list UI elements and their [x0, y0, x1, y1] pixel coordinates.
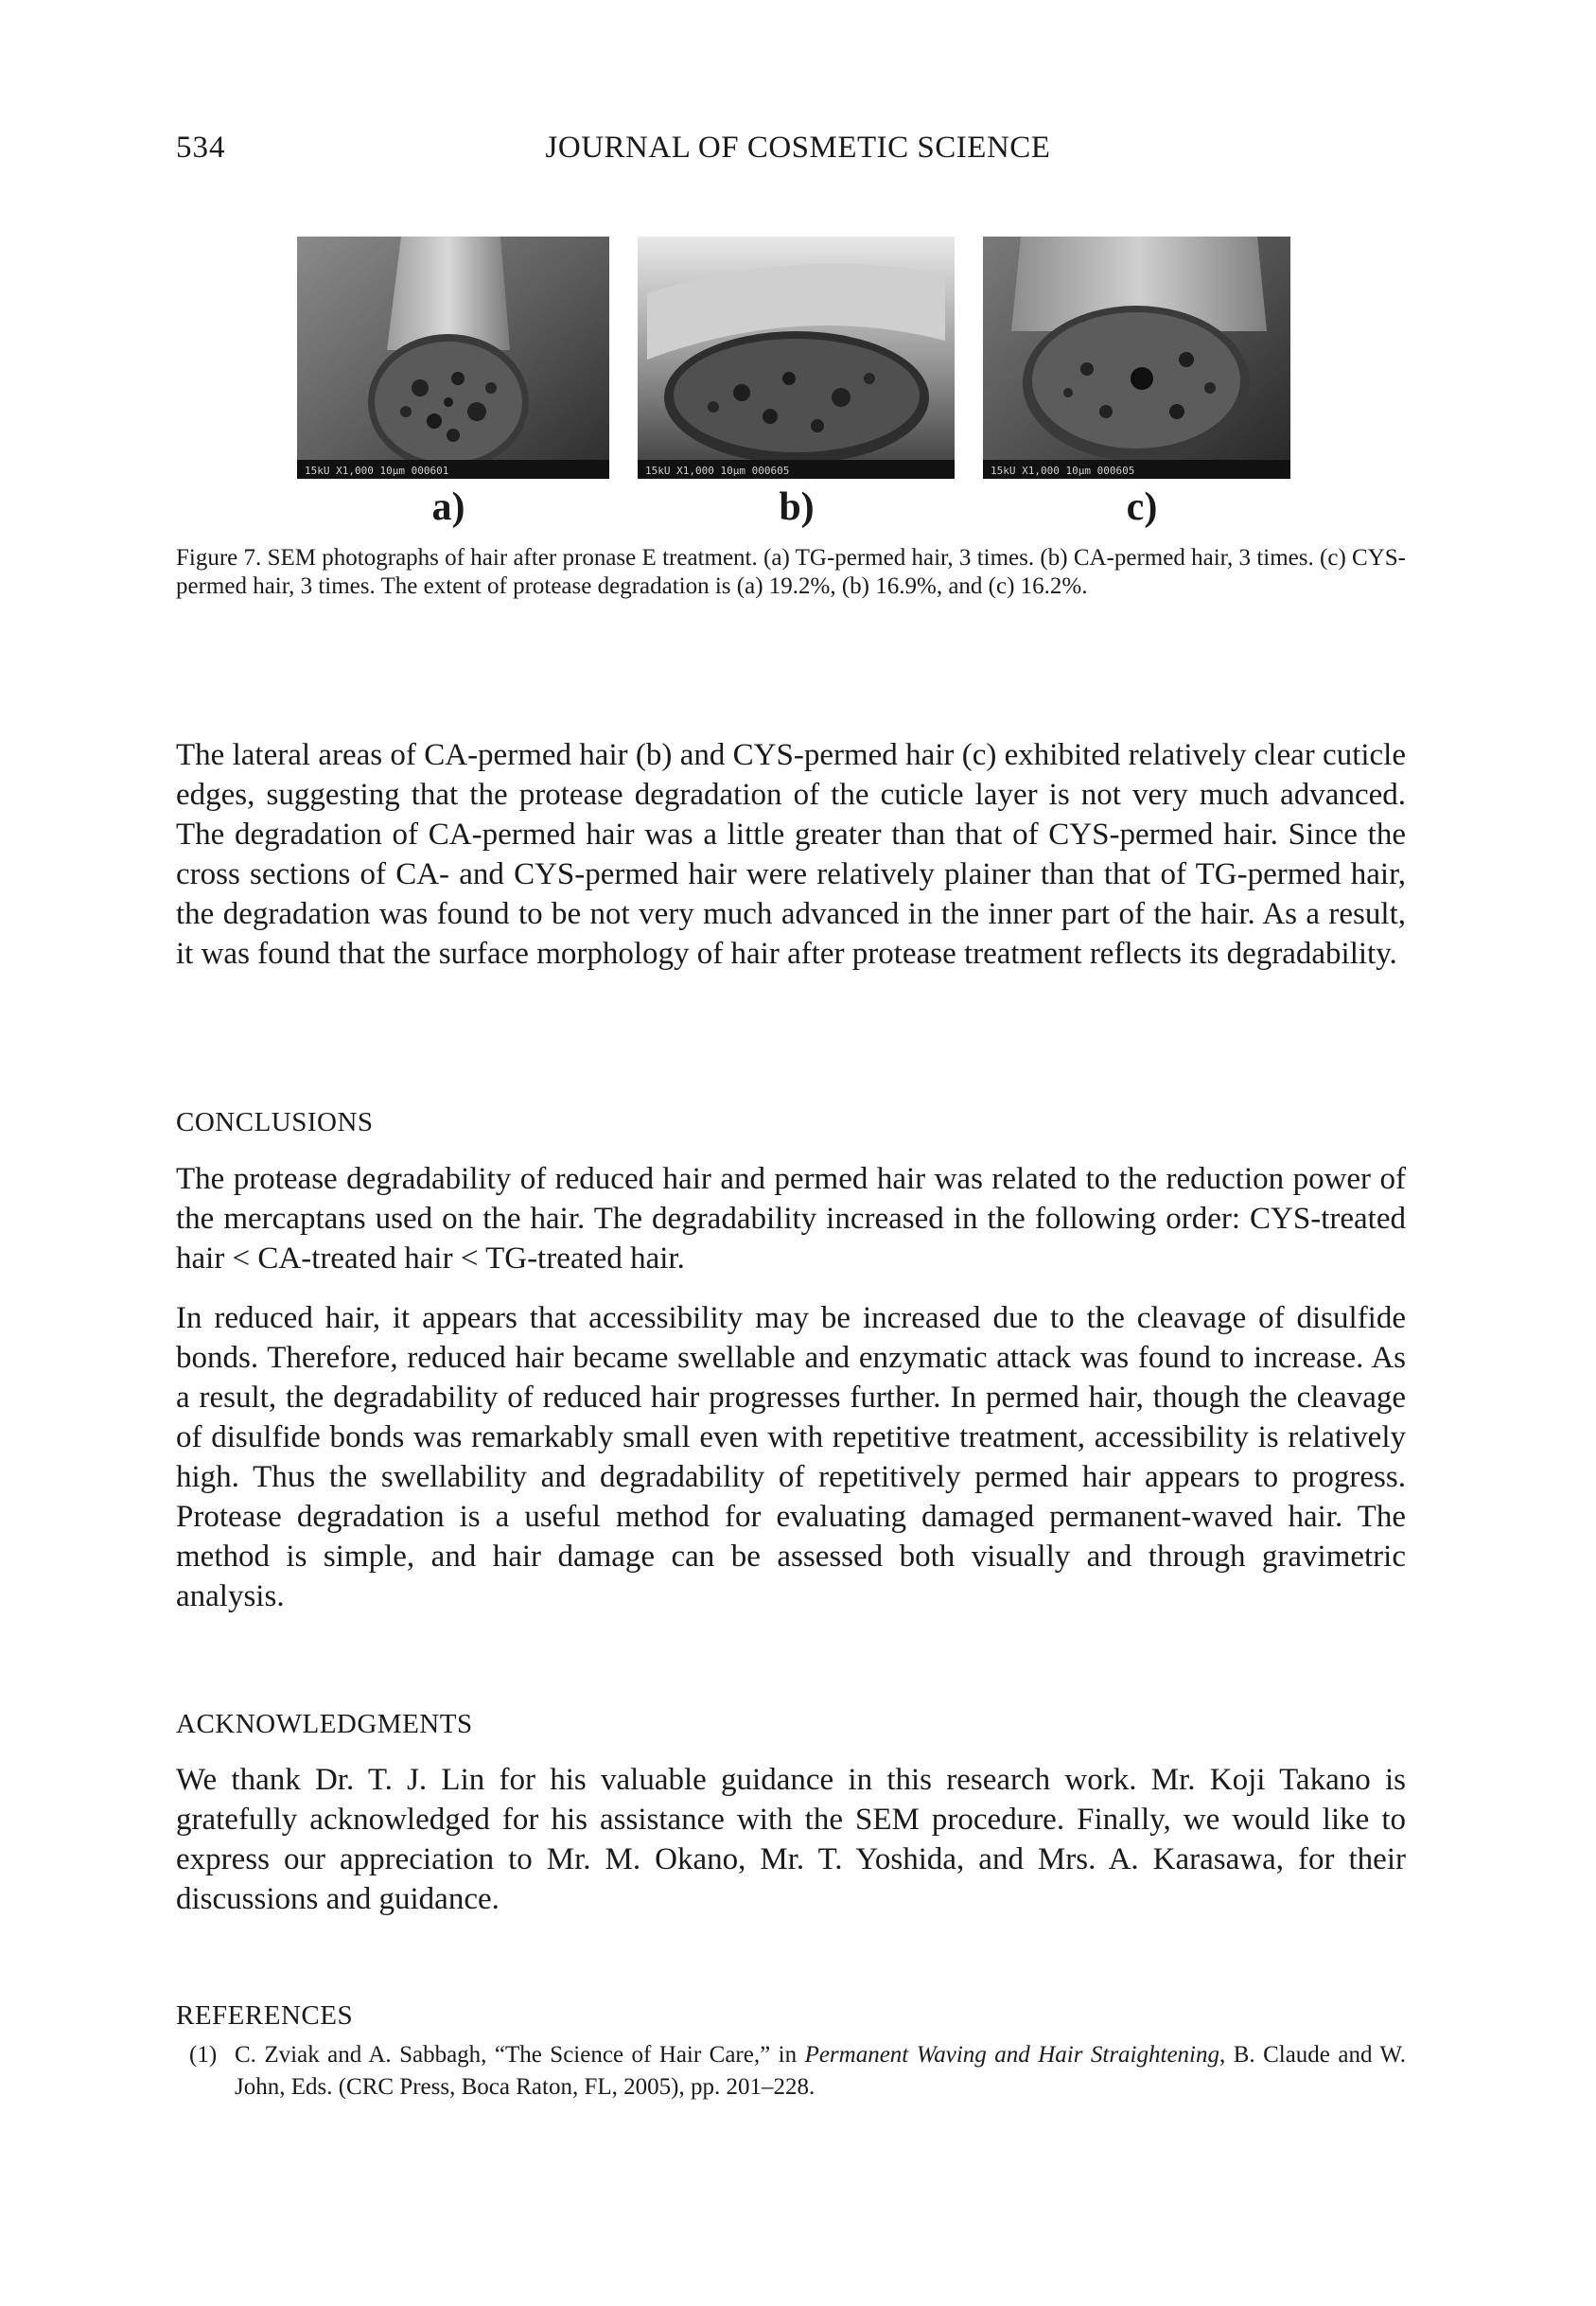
acknowledgments-heading: ACKNOWLEDGMENTS	[176, 1709, 473, 1739]
reference-item	[176, 2039, 1406, 2104]
figure-caption-text: SEM photographs of hair after pronase E treatment. (a) TG-permed hair, 3 times. (b) CA-permed hair, 3 times. (c) CYS-permed hair, 3 times. The extent of protease degradation is (a) 19.2%, (b) 16.9%, and (c) 16.2%.	[176, 545, 1407, 599]
conclusions-paragraph-1: The protease degradability of reduced hair and permed hair was related to the reduction power of the mercaptans used on the hair. The degradability increased in the following order: CYS-treated hair < CA-treated hair < TG-treated hair.	[176, 1162, 1406, 1276]
panel-label-b: b)	[779, 485, 815, 529]
scale-bar-c: 15kU X1,000 10μm 000605	[991, 465, 1135, 477]
scale-bar-a: 15kU X1,000 10μm 000601	[305, 465, 449, 477]
sem-panel-b	[638, 237, 955, 479]
conclusions-paragraph-2: In reduced hair, it appears that accessibility may be increased due to the cleavage of disulfide bonds. Therefore, reduced hair became swellable and enzymatic attack was found to increase. As a result, the degradability of reduced hair progresses further. In permed hair, though the cleavage of disulfide bonds was remarkably small even with repetitive treatment, accessibility is relatively high. Thus the swellability and degradability of repetitively permed hair appears to progress. Protease degradation is a useful method for evaluating damaged permanent-waved hair. The method is simple, and hair damage can be assessed both visually and through gravimetric analysis.	[176, 1301, 1406, 1613]
reference-book-title: Permanent Waving and Hair Straightening	[804, 2042, 1219, 2068]
page-number: 534	[176, 131, 226, 165]
references-heading: REFERENCES	[176, 2000, 354, 2031]
figure-caption	[176, 544, 1406, 601]
conclusions-heading: CONCLUSIONS	[176, 1107, 374, 1137]
acknowledgments-paragraph: We thank Dr. T. J. Lin for his valuable guidance in this research work. Mr. Koji Takano is gratefully acknowledged for his assistance with the SEM procedure. Finally, we would like to express our appreciation to Mr. M. Okano, Mr. T. Yoshida, and Mrs. A. Karasawa, for their discussions and guidance.	[176, 1763, 1406, 1916]
reference-number: (1)	[189, 2042, 218, 2068]
reference-authors: C. Zviak and A. Sabbagh, “The Science of Hair Care,” in	[235, 2042, 798, 2068]
sem-image-c	[983, 237, 1290, 479]
sem-image-b	[638, 237, 955, 479]
panel-label-c: c)	[1126, 485, 1158, 529]
sem-panel-a	[297, 237, 609, 479]
running-header: JOURNAL OF COSMETIC SCIENCE	[545, 131, 1051, 165]
reference-body	[235, 2039, 1406, 2104]
figure-7	[297, 237, 1281, 530]
reference-publication: , B. Claude and W. John, Eds. (CRC Press, Boca Raton, FL, 2005), pp. 201–228.	[235, 2042, 1407, 2100]
panel-label-a: a)	[431, 485, 465, 529]
figure-caption-label: Figure 7.	[176, 545, 262, 571]
body-paragraph: The lateral areas of CA-permed hair (b) and CYS-permed hair (c) exhibited relatively clear cuticle edges, suggesting that the protease degradation of the cuticle layer is not very much advanced. The degradation of CA-permed hair was a little greater than that of CYS-permed hair. Since the cross sections of CA- and CYS-permed hair were relatively plainer than that of TG-permed hair, the degradation was found to be not very much advanced in the inner part of the hair. As a result, it was found that the surface morphology of hair after protease treatment reflects its degradability.	[176, 738, 1406, 971]
scale-bar-b: 15kU X1,000 10μm 000605	[645, 465, 790, 477]
sem-image-a	[297, 237, 609, 479]
sem-panel-c	[983, 237, 1290, 479]
